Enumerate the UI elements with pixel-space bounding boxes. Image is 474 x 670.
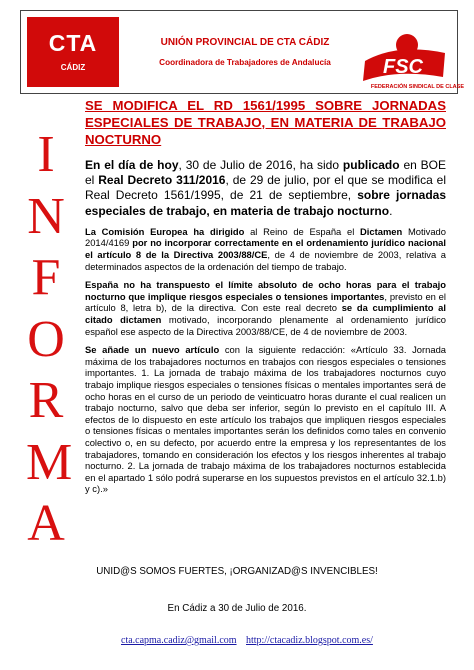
text-run: , de 29 de julio, por el que se modifica el Real Decreto 1561/1995, de 21 de septiembre, xyxy=(85,173,446,203)
bold-text-run: Real Decreto 311/2016 xyxy=(98,173,226,188)
org-title: UNIÓN PROVINCIAL DE CTA CÁDIZ xyxy=(160,37,330,48)
paragraph-new-article xyxy=(85,344,446,495)
side-letter: I xyxy=(37,126,55,183)
text-run: con la siguiente redacción: «Artículo 33. Jornada máxima de los trabajadores nocturnos en trabajos con riesgos especiales o tensiones importantes. 1. La jornada de trabajo máxima de los trabajadores nocturnos cuyo trabajo implique riesgos especiales o tensiones físicas o mentales importantes será de ocho horas en el curso de un periodo de veinticuatro horas durante el cual realicen un trabajo nocturno, salvo que deba ser inferior, según lo previsto en el capítulo III. A efectos de lo dispuesto en este artículo los trabajos que impliquen riesgos especiales o tensiones físicas o mentales importantes serán los definidos como tales en convenio colectivo o, en su defecto, por acuerdo entre la empresa y los representantes de los trabajadores, tomando en consideración los efectos y los riesgos inherentes al trabajo nocturno. 2. La jornada de trabajo máxima de los trabajadores nocturnos establecida en el apartado 1 sólo podrá superarse en los supuestos previstos en el artículo 32.1.b) y c).» xyxy=(85,344,446,495)
paragraph-commission xyxy=(85,226,446,272)
side-letter: A xyxy=(27,495,65,552)
date-line: En Cádiz a 30 de Julio de 2016. xyxy=(167,603,307,614)
side-letter: O xyxy=(27,310,65,368)
email-link[interactable]: cta.capma.cadiz@gmail.com xyxy=(121,635,237,646)
side-letter: F xyxy=(31,249,61,306)
letterhead-text xyxy=(125,11,365,67)
bold-text-run: se da cumplimiento al citado dictamen xyxy=(85,302,446,325)
text-run: , 30 de Julio de 2016, ha sido xyxy=(178,158,343,172)
text-run: , previsto en el artículo 8, letra b), de la directiva. Con este real decreto xyxy=(85,290,446,314)
text-run: . xyxy=(389,203,393,218)
text-run: motivado, incorporando plenamente al ordenamiento jurídico español ese aspecto de la Directiva 2003/88/CE, de 4 de noviembre de 2003. xyxy=(85,313,446,337)
text-run: al Reino de España el xyxy=(244,225,361,237)
bold-text-run: La Comisión Europea ha dirigido xyxy=(85,225,245,237)
fsc-logo-text: FSC xyxy=(383,56,423,78)
org-subtitle: Coordinadora de Trabajadores de Andalucía xyxy=(159,58,331,67)
document-title: SE MODIFICA EL RD 1561/1995 SOBRE JORNADAS ESPECIALES DE TRABAJO, EN MATERIA DE TRABAJO NOCTURNO xyxy=(85,98,446,147)
letterhead xyxy=(20,10,458,94)
cta-logo xyxy=(27,17,119,87)
bold-text-run: publicado xyxy=(342,158,400,172)
bold-text-run: Dictamen xyxy=(360,225,403,237)
text-run: en BOE el xyxy=(85,158,447,188)
bold-text-run: por no incorporar correctamente en el ordenamiento jurídico nacional el artículo 8 de la Directiva 2003/88/CE xyxy=(85,237,447,260)
main-content xyxy=(85,97,446,495)
cta-logo-main: CTA xyxy=(48,30,98,56)
slogan: UNID@S SOMOS FUERTES, ¡ORGANIZAD@S INVENCIBLES! xyxy=(96,566,378,577)
text-run: Motivado 2014/4169 xyxy=(85,225,446,249)
side-letter: N xyxy=(27,187,65,245)
paragraph-intro xyxy=(85,158,446,219)
bold-text-run: En el día de hoy xyxy=(85,158,179,172)
side-word-informa xyxy=(26,124,73,555)
text-run: , de 4 de noviembre de 2003, relativa a determinados aspectos de la ordenación del tiempo de trabajo. xyxy=(85,249,447,272)
fsc-subtitle: FEDERACIÓN SINDICAL DE CLASE xyxy=(370,84,464,90)
side-letter: R xyxy=(28,372,64,429)
bold-text-run: Se añade un nuevo artículo xyxy=(85,344,220,356)
bold-text-run: sobre jornadas especiales de trabajo, en materia de trabajo nocturno xyxy=(85,188,446,218)
side-letter: M xyxy=(26,433,73,491)
cta-logo-sub: CÁDIZ xyxy=(60,63,86,72)
paragraph-spain xyxy=(85,279,446,337)
bold-text-run: España no ha transpuesto el límite absoluto de ocho horas para el trabajo nocturno que implique riesgos especiales o tensiones importantes xyxy=(85,279,446,302)
fsc-logo xyxy=(357,31,449,89)
website-link[interactable]: http://ctacadiz.blogspot.com.es/ xyxy=(246,635,373,646)
